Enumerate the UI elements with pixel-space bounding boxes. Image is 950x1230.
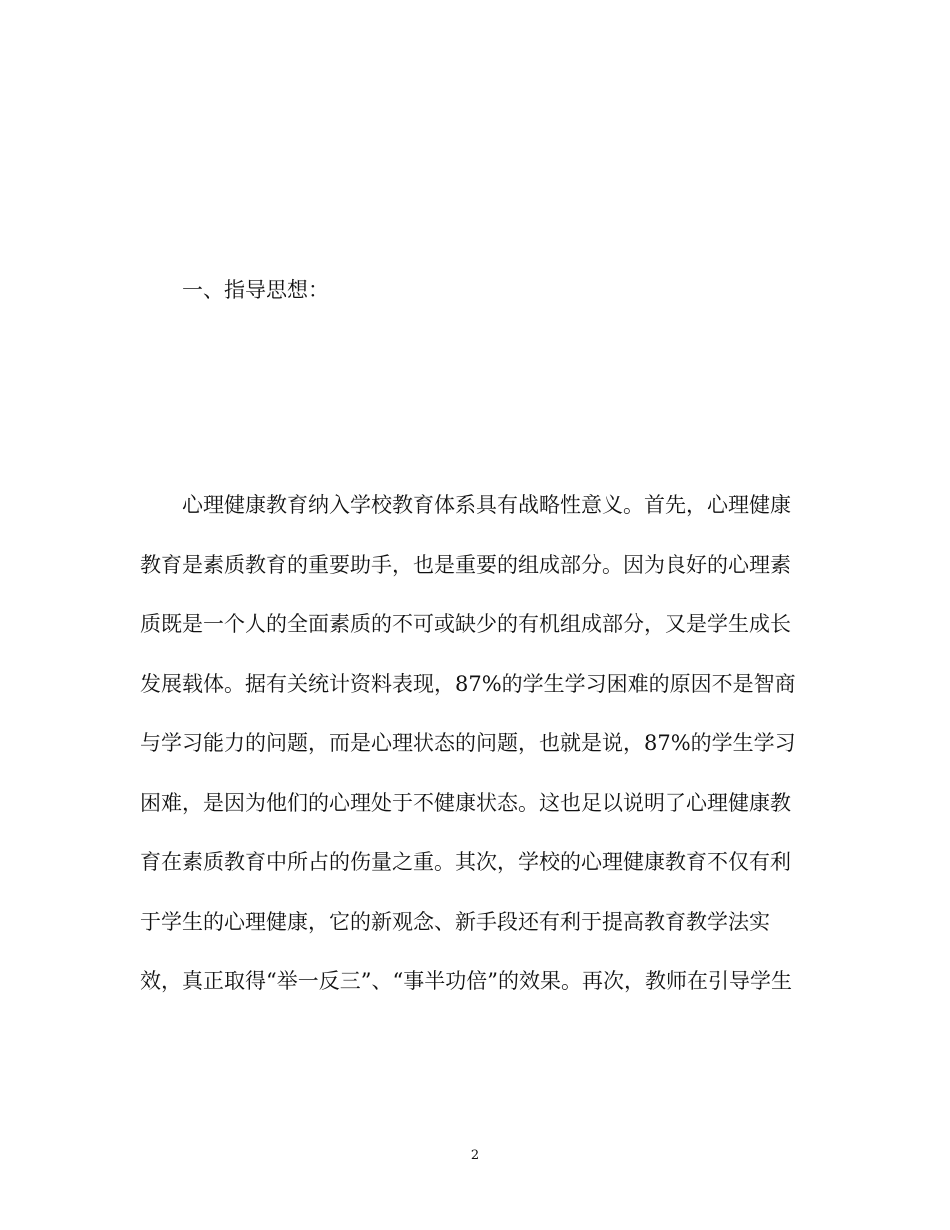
section-heading: 一、指导思想： [182,278,329,302]
paragraph-line: 与学习能力的问题，而是心理状态的问题，也就是说，87%的学生学习 [140,731,796,755]
paragraph-line: 发展载体。据有关统计资料表现，87%的学生学习困难的原因不是智商 [140,671,796,696]
paragraph-line: 效，真正取得“举一反三”、“事半功倍”的效果。再次，教师在引导学生 [140,969,792,993]
paragraph-line: 育在素质教育中所占的伤量之重。其次，学校的心理健康教育不仅有利 [140,850,791,874]
page-number: 2 [470,1148,480,1163]
paragraph-line: 质既是一个人的全面素质的不可或缺少的有机组成部分，又是学生成长 [140,612,791,636]
paragraph-line: 心理健康教育纳入学校教育体系具有战略性意义。首先，心理健康 [182,493,791,517]
body-paragraph [140,490,820,1026]
paragraph-line: 困难，是因为他们的心理处于不健康状态。这也足以说明了心理健康教 [140,790,791,815]
paragraph-line: 于学生的心理健康，它的新观念、新手段还有利于提高教育教学法实 [140,909,770,934]
paragraph-line: 教育是素质教育的重要助手，也是重要的组成部分。因为良好的心理素 [140,552,791,577]
